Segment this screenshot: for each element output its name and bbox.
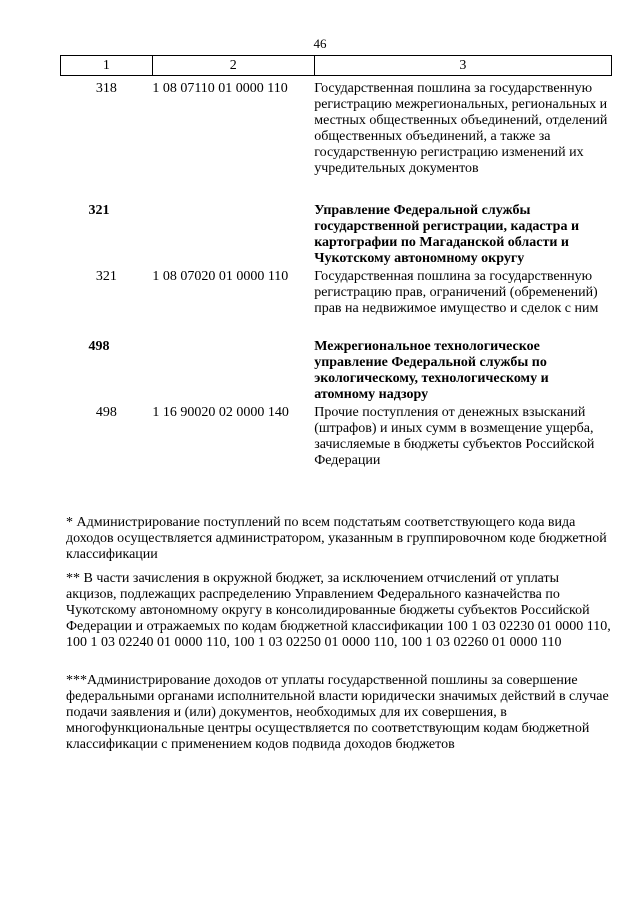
footnote-3: ***Администрирование доходов от уплаты государственной пошлины за совершение федеральными органами исполнительной власти юридически значимых действий в случае подачи заявления и (или) документов, необходимых для их совершения, в многофункциональные центры осуществляется по соответствующим кодам бюджетной классификации с применением кодов подвида доходов бюджетов bbox=[66, 673, 609, 752]
table-row bbox=[61, 403, 612, 469]
header-col-1: 1 bbox=[61, 56, 153, 76]
admin-code: 498 bbox=[88, 339, 110, 354]
header-col-2: 2 bbox=[152, 56, 314, 76]
admin-name: Управление Федеральной службы государственной регистрации, кадастра и картографии по Магаданской области и Чукотскому автономному округу bbox=[314, 203, 580, 266]
revenue-name: Прочие поступления от денежных взысканий (штрафов) и иных сумм в возмещение ущерба, зачисляемые в бюджеты субъектов Российской Федерации bbox=[314, 405, 595, 468]
kbk-code bbox=[152, 317, 314, 403]
admin-code: 498 bbox=[95, 405, 117, 420]
admin-code: 318 bbox=[95, 81, 117, 96]
kbk-code: 1 16 90020 02 0000 140 bbox=[152, 405, 289, 420]
kbk-code: 1 08 07020 01 0000 110 bbox=[152, 269, 289, 284]
table-header-row bbox=[61, 56, 612, 76]
page-number: 46 bbox=[313, 36, 327, 51]
footnote-1: * Администрирование поступлений по всем подстатьям соответствующего кода вида доходов осуществляется администратором, указанным в группировочном коде бюджетной классификации bbox=[66, 515, 607, 562]
revenue-admin-table bbox=[60, 55, 612, 469]
admin-code: 321 bbox=[95, 269, 117, 284]
header-col-3: 3 bbox=[314, 56, 611, 76]
table-row bbox=[61, 177, 612, 267]
table-row bbox=[61, 267, 612, 317]
table-row bbox=[61, 76, 612, 178]
admin-name: Межрегиональное технологическое управление Федеральной службы по экологическому, технологическому и атомному надзору bbox=[314, 339, 549, 402]
footnote-2: ** В части зачисления в окружной бюджет, за исключением отчислений от уплаты акцизов, подлежащих распределению Управлением Федерального казначейства по Чукотскому автономному округу в консолидированные бюджеты субъектов Российской Федерации и отражаемых по кодам бюджетной классификации 100 1 03 02230 01 0000 110, 100 1 03 02240 01 0000 110, 100 1 03 02250 01 0000 110, 100 1 03 02260 01 0000 110 bbox=[66, 571, 611, 650]
kbk-code: 1 08 07110 01 0000 110 bbox=[152, 81, 288, 96]
revenue-name: Государственная пошлина за государственную регистрацию межрегиональных, региональных и местных общественных объединений, отделений общественных объединений, а также за государственную регистрацию изменений их учредительных документов bbox=[314, 81, 608, 176]
table-row bbox=[61, 317, 612, 403]
kbk-code bbox=[152, 177, 314, 267]
admin-code: 321 bbox=[88, 203, 110, 218]
revenue-name: Государственная пошлина за государственную регистрацию прав, ограничений (обременений) прав на недвижимое имущество и сделок с ним bbox=[314, 269, 599, 316]
